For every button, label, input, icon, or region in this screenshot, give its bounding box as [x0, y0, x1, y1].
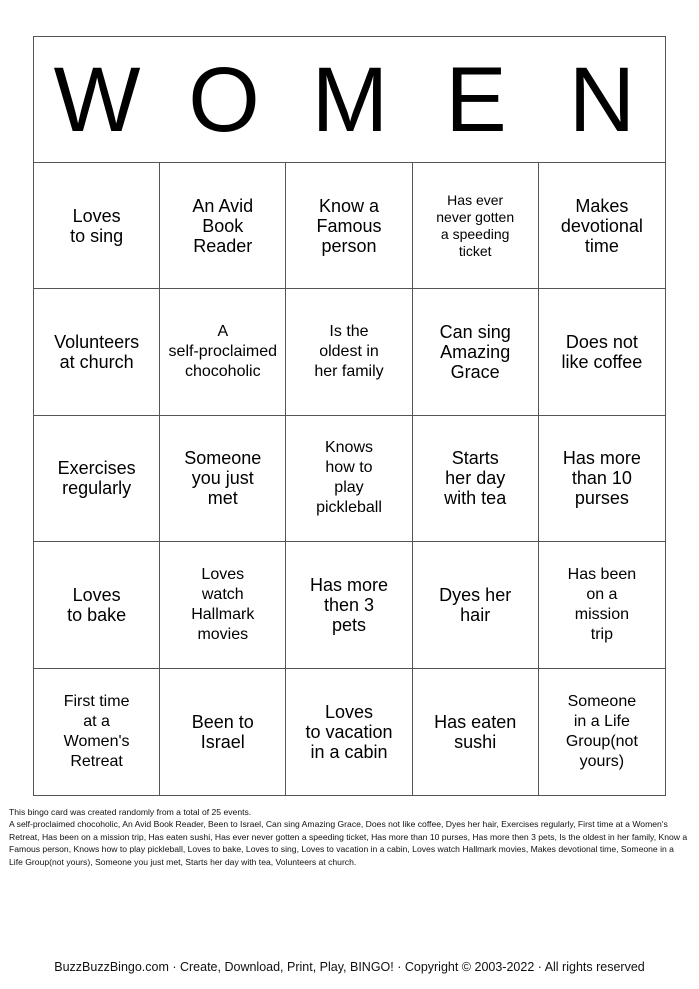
- bingo-cell: Has ever never gotten a speeding ticket: [413, 163, 539, 289]
- bingo-cell: Starts her day with tea: [413, 416, 539, 542]
- bingo-cell: Loves to bake: [34, 542, 160, 668]
- event-count-text: This bingo card was created randomly from a total of 25 events.: [9, 807, 252, 817]
- bingo-cell: An Avid Book Reader: [160, 163, 286, 289]
- event-list-text: A self-proclaimed chocoholic, An Avid Book Reader, Been to Israel, Can sing Amazing Grace, Does not like coffee, Dyes her hair, Exercises regularly, First time at a Women's Retreat, Has been on a mission trip, Has eaten sushi, Has ever never gotten a speeding ticket, Has more than 10 purses, Has more then 3 pets, Is the oldest in her family, Know a Famous person, Knows how to play pickleball, Loves to bake, Loves to sing, Loves to vacation in a cabin, Loves watch Hallmark movies, Makes devotional time, Someone in a Life Group(not yours), Someone you just met, Starts her day with tea, Volunteers at church.: [9, 819, 688, 867]
- bingo-card: [33, 36, 666, 796]
- bingo-cell: Someone you just met: [160, 416, 286, 542]
- bingo-grid: [34, 163, 665, 795]
- bingo-cell: Been to Israel: [160, 669, 286, 795]
- bingo-cell: Loves to sing: [34, 163, 160, 289]
- bingo-cell: Someone in a Life Group(not yours): [565, 692, 638, 770]
- event-list-note: [9, 806, 690, 868]
- bingo-cell: Has been on a mission trip: [539, 542, 665, 668]
- bingo-cell: Makes devotional time: [539, 163, 665, 289]
- bingo-cell: Does not like coffee: [539, 289, 665, 415]
- bingo-cell: Exercises regularly: [34, 416, 160, 542]
- header-letter-e: E: [445, 48, 507, 151]
- header-letter-w: W: [53, 48, 141, 151]
- bingo-cell: Know a Famous person: [286, 163, 412, 289]
- bingo-cell: Dyes her hair: [413, 542, 539, 668]
- bingo-cell: Volunteers at church: [34, 289, 160, 415]
- header-letter-o: O: [188, 48, 260, 151]
- header-letter-n: N: [568, 48, 636, 151]
- bingo-cell: Can sing Amazing Grace: [413, 289, 539, 415]
- bingo-cell: Is the oldest in her family: [286, 289, 412, 415]
- bingo-cell: Has more than 10 purses: [539, 416, 665, 542]
- bingo-header: [34, 37, 665, 163]
- bingo-cell: First time at a Women's Retreat: [34, 669, 160, 795]
- bingo-cell: A self-proclaimed chocoholic: [160, 289, 286, 415]
- bingo-cell: Has eaten sushi: [413, 669, 539, 795]
- bingo-cell: Loves watch Hallmark movies: [160, 542, 286, 668]
- bingo-cell: Loves to vacation in a cabin: [286, 669, 412, 795]
- bingo-cell: Has more then 3 pets: [286, 542, 412, 668]
- copyright-footer: BuzzBuzzBingo.com · Create, Download, Print, Play, BINGO! · Copyright © 2003-2022 · All rights reserved: [54, 960, 645, 974]
- bingo-cell: Knows how to play pickleball: [286, 416, 412, 542]
- header-letter-m: M: [311, 48, 389, 151]
